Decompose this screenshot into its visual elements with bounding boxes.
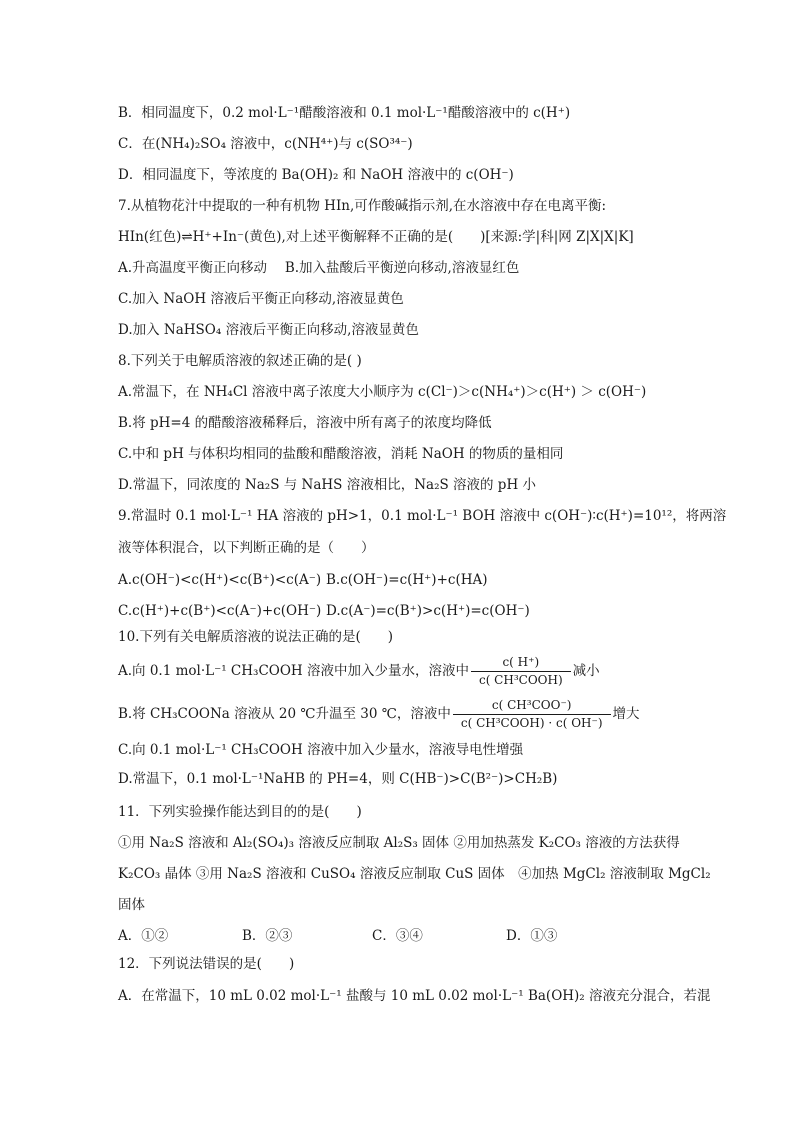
q10-a-denominator: c( CH³COOH) [478,673,563,687]
q10-stem: 10.下列有关电解质溶液的说法正确的是( ) [118,629,394,645]
q10-a-fraction [471,655,571,688]
q10-b-conclusion: 增大 [612,706,640,722]
q12-stem: 12．下列说法错误的是( ) [118,956,295,972]
q10-a-conclusion: 减小 [572,663,600,679]
q9-stem: 9.常温时 0.1 mol·L⁻¹ HA 溶液的 pH>1，0.1 mol·L⁻¹ BOH 溶液中 c(OH⁻)∶c(H⁺)=10¹²，将两溶 [118,508,727,524]
q10-a-text: A.向 0.1 mol·L⁻¹ CH₃COOH 溶液中加入少量水，溶液中 [118,663,469,679]
q10-b-numerator: c( CH³COO⁻) [453,698,611,715]
q10-option-b [118,698,640,731]
q11-options [118,927,557,945]
q10-b-fraction [453,698,611,731]
q6-option-c: C．在(NH₄)₂SO₄ 溶液中，c(NH⁴⁺)与 c(SO³⁴⁻) [118,136,413,152]
q10-option-d: D.常温下，0.1 mol·L⁻¹NaHB 的 PH=4，则 C(HB⁻)>C(B²⁻)>CH₂B) [118,771,558,787]
q12-option-a: A．在常温下，10 mL 0.02 mol·L⁻¹ 盐酸与 10 mL 0.02 mol·L⁻¹ Ba(OH)₂ 溶液充分混合，若混 [118,988,711,1004]
q6-option-d: D．相同温度下，等浓度的 Ba(OH)₂ 和 NaOH 溶液中的 c(OH⁻) [118,167,514,183]
q7-options-ab: A.升高温度平衡正向移动 B.加入盐酸后平衡逆向移动,溶液显红色 [118,260,520,276]
q11-option-c: C．③④ [372,928,423,944]
q11-items-line3: 固体 [118,897,145,913]
q9-option-d: D.c(A⁻)=c(B⁺)>c(H⁺)=c(OH⁻) [326,603,530,619]
q11-stem: 11．下列实验操作能达到目的的是( ) [118,804,362,820]
q8-option-a: A.常温下，在 NH₄Cl 溶液中离子浓度大小顺序为 c(Cl⁻)＞c(NH₄⁺)＞c(H⁺) ＞ c(OH⁻) [118,384,647,400]
q7-stem-cont: HIn(红色)⇌H⁺+In⁻(黄色),对上述平衡解释不正确的是( )[来源:学|科|网 Z|X|X|K] [118,229,634,245]
q8-option-b: B.将 pH=4 的醋酸溶液稀释后，溶液中所有离子的浓度均降低 [118,415,492,431]
q8-stem: 8.下列关于电解质溶液的叙述正确的是( ) [118,353,362,369]
q6-option-b: B．相同温度下，0.2 mol·L⁻¹醋酸溶液和 0.1 mol·L⁻¹醋酸溶液中的 c(H⁺) [118,105,571,121]
q11-option-b: B．②③ [242,928,293,944]
q9-options-ab [118,571,488,589]
q11-option-a: A．①② [118,928,169,944]
q9-stem-cont: 液等体积混合，以下判断正确的是（ ） [118,540,375,556]
q8-option-c: C.中和 pH 与体积均相同的盐酸和醋酸溶液，消耗 NaOH 的物质的量相同 [118,446,564,462]
q11-option-d: D．①③ [506,928,558,944]
q10-b-denominator: c( CH³COOH) · c( OH⁻) [460,716,603,730]
q9-option-b: B.c(OH⁻)=c(H⁺)+c(HA) [326,572,488,588]
q11-items-line2: K₂CO₃ 晶体 ③用 Na₂S 溶液和 CuSO₄ 溶液反应制取 CuS 固体 ④加热 MgCl₂ 溶液制取 MgCl₂ [118,866,711,882]
q7-option-d: D.加入 NaHSO₄ 溶液后平衡正向移动,溶液显黄色 [118,322,419,338]
q9-options-cd [118,602,530,620]
q11-items-line1: ①用 Na₂S 溶液和 Al₂(SO₄)₃ 溶液反应制取 Al₂S₃ 固体 ②用加热蒸发 K₂CO₃ 溶液的方法获得 [118,835,680,851]
q10-a-numerator: c( H⁺) [471,655,571,672]
q10-option-c: C.向 0.1 mol·L⁻¹ CH₃COOH 溶液中加入少量水，溶液导电性增强 [118,742,524,758]
q10-b-text: B.将 CH₃COONa 溶液从 20 ℃升温至 30 ℃，溶液中 [118,706,451,722]
q10-option-a [118,655,600,688]
q9-option-c: C.c(H⁺)+c(B⁺)<c(A⁻)+c(OH⁻) [118,603,322,619]
q9-option-a: A.c(OH⁻)<c(H⁺)<c(B⁺)<c(A⁻) [118,572,322,588]
q8-option-d: D.常温下，同浓度的 Na₂S 与 NaHS 溶液相比，Na₂S 溶液的 pH 小 [118,477,537,493]
q7-stem: 7.从植物花汁中提取的一种有机物 HIn,可作酸碱指示剂,在水溶液中存在电离平衡: [118,198,607,214]
q7-option-c: C.加入 NaOH 溶液后平衡正向移动,溶液显黄色 [118,291,404,307]
